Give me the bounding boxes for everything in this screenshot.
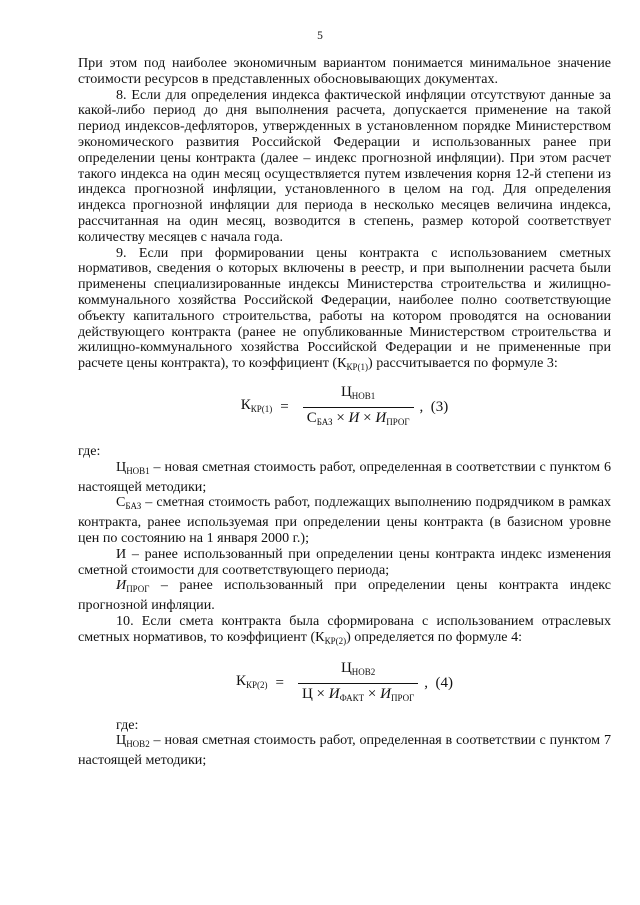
formula-4-fraction (298, 661, 418, 707)
paragraph-9 (78, 246, 611, 376)
formula-3-label: , (3) (419, 399, 449, 416)
paragraph-9-tail: ) рассчитывается по формуле 3: (368, 355, 558, 372)
coef-subscript: КР(1) (346, 362, 368, 373)
paragraph-9-text: 9. Если при формировании цены контракта с использованием сметных нормативов, сведения о которых включены в реестр, и при выполнении расчета были применены специализированные индексы Министерства строительства и жилищно-коммунального хозяйства Российской Федерации, наиболее полно соответствующие объекту капитального строительства, работы на котором проводятся на основании действующего контракта (ранее не опубликованные Министерством строительства и жилищно-коммунального хозяйства Российской Федерации и не примененные при расчете цены контракта), то коэффициент ( (78, 244, 611, 372)
definition-cnov1: $Ц_{НОВ1}$ – новая сметная стоимость работ, определенная в соответствии с пунктом 6 настоящей методики; (78, 458, 611, 495)
formula-3-denominator: $С_{БАЗ} \times И \times И_{ПРОГ}$ (303, 407, 414, 431)
formula-4-label: , (4) (424, 674, 454, 691)
document-body (78, 56, 611, 769)
paragraph-10: 10. Если смета контракта была сформирована с использованием отраслевых сметных нормативов, то коэффициент $(К_{КР(2)})$ определяется по формуле 4: (78, 612, 611, 646)
formula-4-numerator: $Ц_{НОВ2}$ (340, 659, 376, 677)
formula-4-denominator: $Ц \times И_{ФАКТ} \times И_{ПРОГ}$ (298, 683, 418, 707)
formula-3-eq: = (280, 399, 289, 416)
formula-3-fraction (303, 385, 414, 431)
coef-symbol: К (337, 355, 347, 372)
definition-cbaz: $С_{БАЗ}$ – сметная стоимость работ, подлежащих выполнению подрядчиком в рамках контракта, ранее используемая при определении цены контракта (в базисном уровне цен по состоянию на 1 января 2000 г.); (78, 494, 611, 546)
formula-3-numerator: $Ц_{НОВ1}$ (340, 384, 376, 402)
where-label-2: где: (116, 716, 139, 733)
paragraph-8: 8. Если для определения индекса фактической инфляции отсутствуют данные за какой-либо период до дня выполнения расчета, допускается применение на такой период индексов-дефляторов, утвержденных в установленном порядке Министерством экономического развития Российской Федерации и использованных ранее при определении цены контракта (далее – индекс прогнозной инфляции). При этом расчет такого индекса на один месяц осуществляется путем извлечения корня 12-й степени из индекса прогнозной инфляции, установленного в целом на год. Для определения индекса прогнозной инфляции для периода в несколько месяцев величина индекса, рассчитанная на один месяц, возводится в степень, размер которой соответствует количеству месяцев с начала года. (78, 86, 611, 245)
definition-cnov2: $Ц_{НОВ2}$ – новая сметная стоимость работ, определенная в соответствии с пунктом 7 настоящей методики; (78, 732, 611, 769)
page-number: 5 (317, 30, 323, 42)
formula-4-eq: = (275, 674, 284, 691)
formula-3 (78, 376, 611, 440)
paragraph-intro: При этом под наиболее экономичным вариантом понимается минимальное значение стоимости ресурсов в представленных обосновывающих документах. (78, 55, 611, 87)
where-label-1: где: (78, 442, 101, 459)
definition-iprog: $И_{ПРОГ}$ – ранее использованный при определении цены контракта индекс прогнозной инфляции. (78, 577, 611, 614)
formula-4-lhs: $К_{КР(2)}$ (235, 672, 268, 690)
definition-i: И – ранее использованный при определении цены контракта индекс изменения сметной стоимости для соответствующего периода; (78, 545, 611, 578)
formula-4 (78, 650, 611, 718)
formula-3-lhs: $К_{КР(1)}$ (240, 397, 273, 415)
